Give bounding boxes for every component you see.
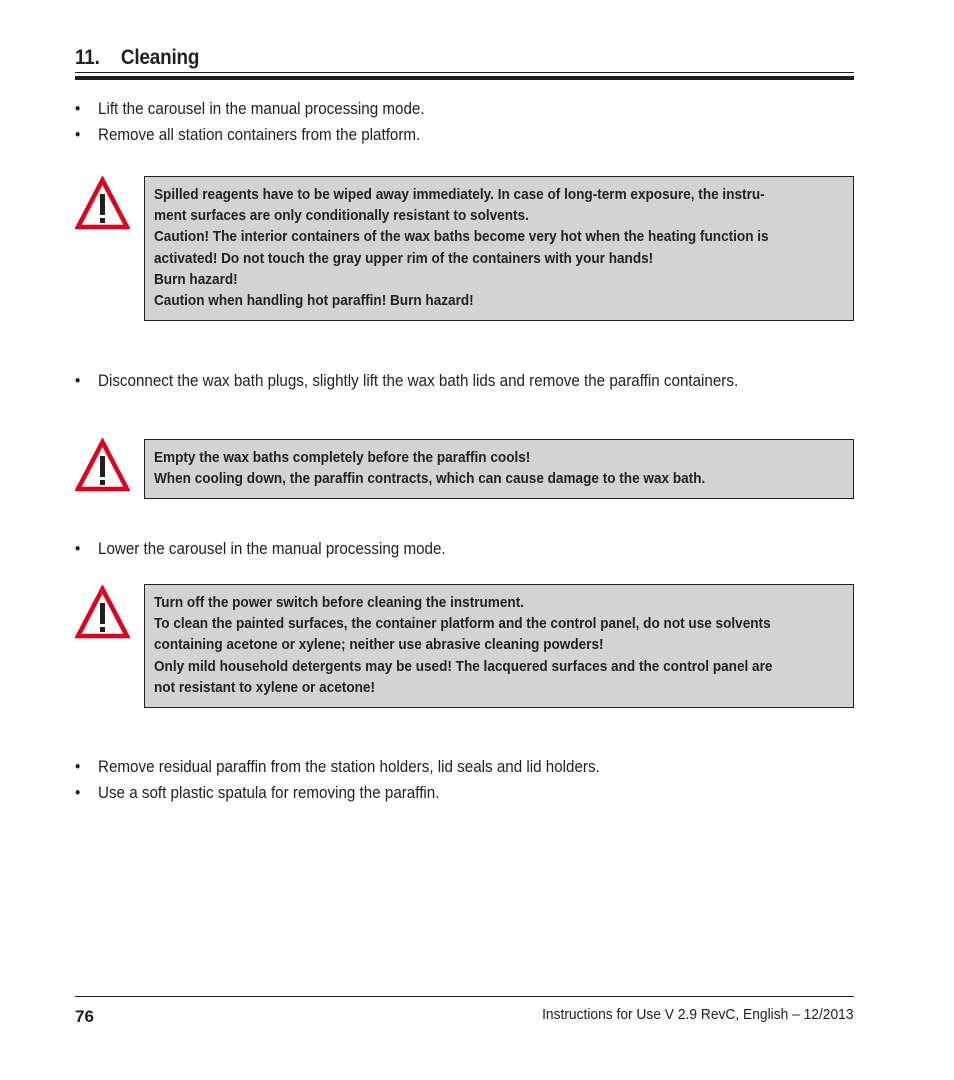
page-number: 76: [75, 1007, 94, 1026]
warning-text: ment surfaces are only conditionally resistant to solvents.: [154, 208, 529, 225]
list-item: [75, 754, 802, 780]
bullet-list: [75, 96, 865, 148]
list-item-text: Lift the carousel in the manual processing mode.: [98, 100, 425, 118]
section-title: [75, 46, 776, 70]
warning-text: To clean the painted surfaces, the container platform and the control panel, do not use solvents: [154, 616, 771, 633]
bullet-dot: •: [75, 540, 81, 558]
bullet-dot: •: [75, 784, 81, 802]
list-item-text: Use a soft plastic spatula for removing the paraffin.: [98, 784, 440, 802]
warning-text: activated! Do not touch the gray upper rim of the containers with your hands!: [154, 250, 654, 267]
header-rule-thin: [75, 72, 854, 73]
section-title-text: Cleaning: [120, 46, 200, 69]
warning-triangle-icon: [75, 438, 130, 492]
warning-text: Turn off the power switch before cleaning the instrument.: [154, 595, 524, 611]
bullet-list: [75, 536, 865, 562]
warning-text: Caution! The interior containers of the wax baths become very hot when the heating function is: [154, 229, 769, 246]
header-rule-thick: [75, 76, 854, 80]
list-item-text: Lower the carousel in the manual processing mode.: [98, 540, 446, 558]
warning-box: [144, 176, 854, 321]
warning-text: Burn hazard!: [154, 271, 238, 288]
footer-rule: [75, 996, 854, 997]
bullet-dot: •: [75, 758, 81, 776]
bullet-dot: •: [75, 372, 81, 390]
list-item: [75, 780, 802, 806]
bullet-list: [75, 368, 865, 394]
document-info: Instructions for Use V 2.9 RevC, English – 12/2013: [542, 1006, 854, 1023]
warning-text: Empty the wax baths completely before the paraffin cools!: [154, 450, 531, 466]
list-item-text: Remove all station containers from the platform.: [98, 126, 421, 144]
list-item: [75, 368, 802, 394]
warning-text: Only mild household detergents may be used! The lacquered surfaces and the control panel are: [154, 658, 773, 675]
warning-text: When cooling down, the paraffin contracts, which can cause damage to the wax bath.: [154, 471, 706, 488]
bullet-dot: •: [75, 126, 81, 144]
warning-box: [144, 439, 854, 499]
bullet-dot: •: [75, 100, 81, 118]
list-item-text: Remove residual paraffin from the station holders, lid seals and lid holders.: [98, 758, 600, 776]
warning-triangle-icon: [75, 585, 130, 639]
warning-text: not resistant to xylene or acetone!: [154, 679, 375, 696]
list-item: [75, 122, 802, 148]
warning-text: Spilled reagents have to be wiped away immediately. In case of long-term exposure, the instru-: [154, 187, 765, 203]
list-item: [75, 96, 802, 122]
warning-text: Caution when handling hot paraffin! Burn hazard!: [154, 293, 474, 310]
list-item: [75, 536, 802, 562]
list-item-text: Disconnect the wax bath plugs, slightly lift the wax bath lids and remove the paraffin containers.: [98, 372, 739, 390]
page-header: [75, 46, 854, 70]
section-number: 11.: [75, 46, 100, 69]
warning-box: [144, 584, 854, 708]
warning-triangle-icon: [75, 176, 130, 230]
bullet-list: [75, 754, 865, 806]
warning-text: containing acetone or xylene; neither use abrasive cleaning powders!: [154, 637, 604, 654]
